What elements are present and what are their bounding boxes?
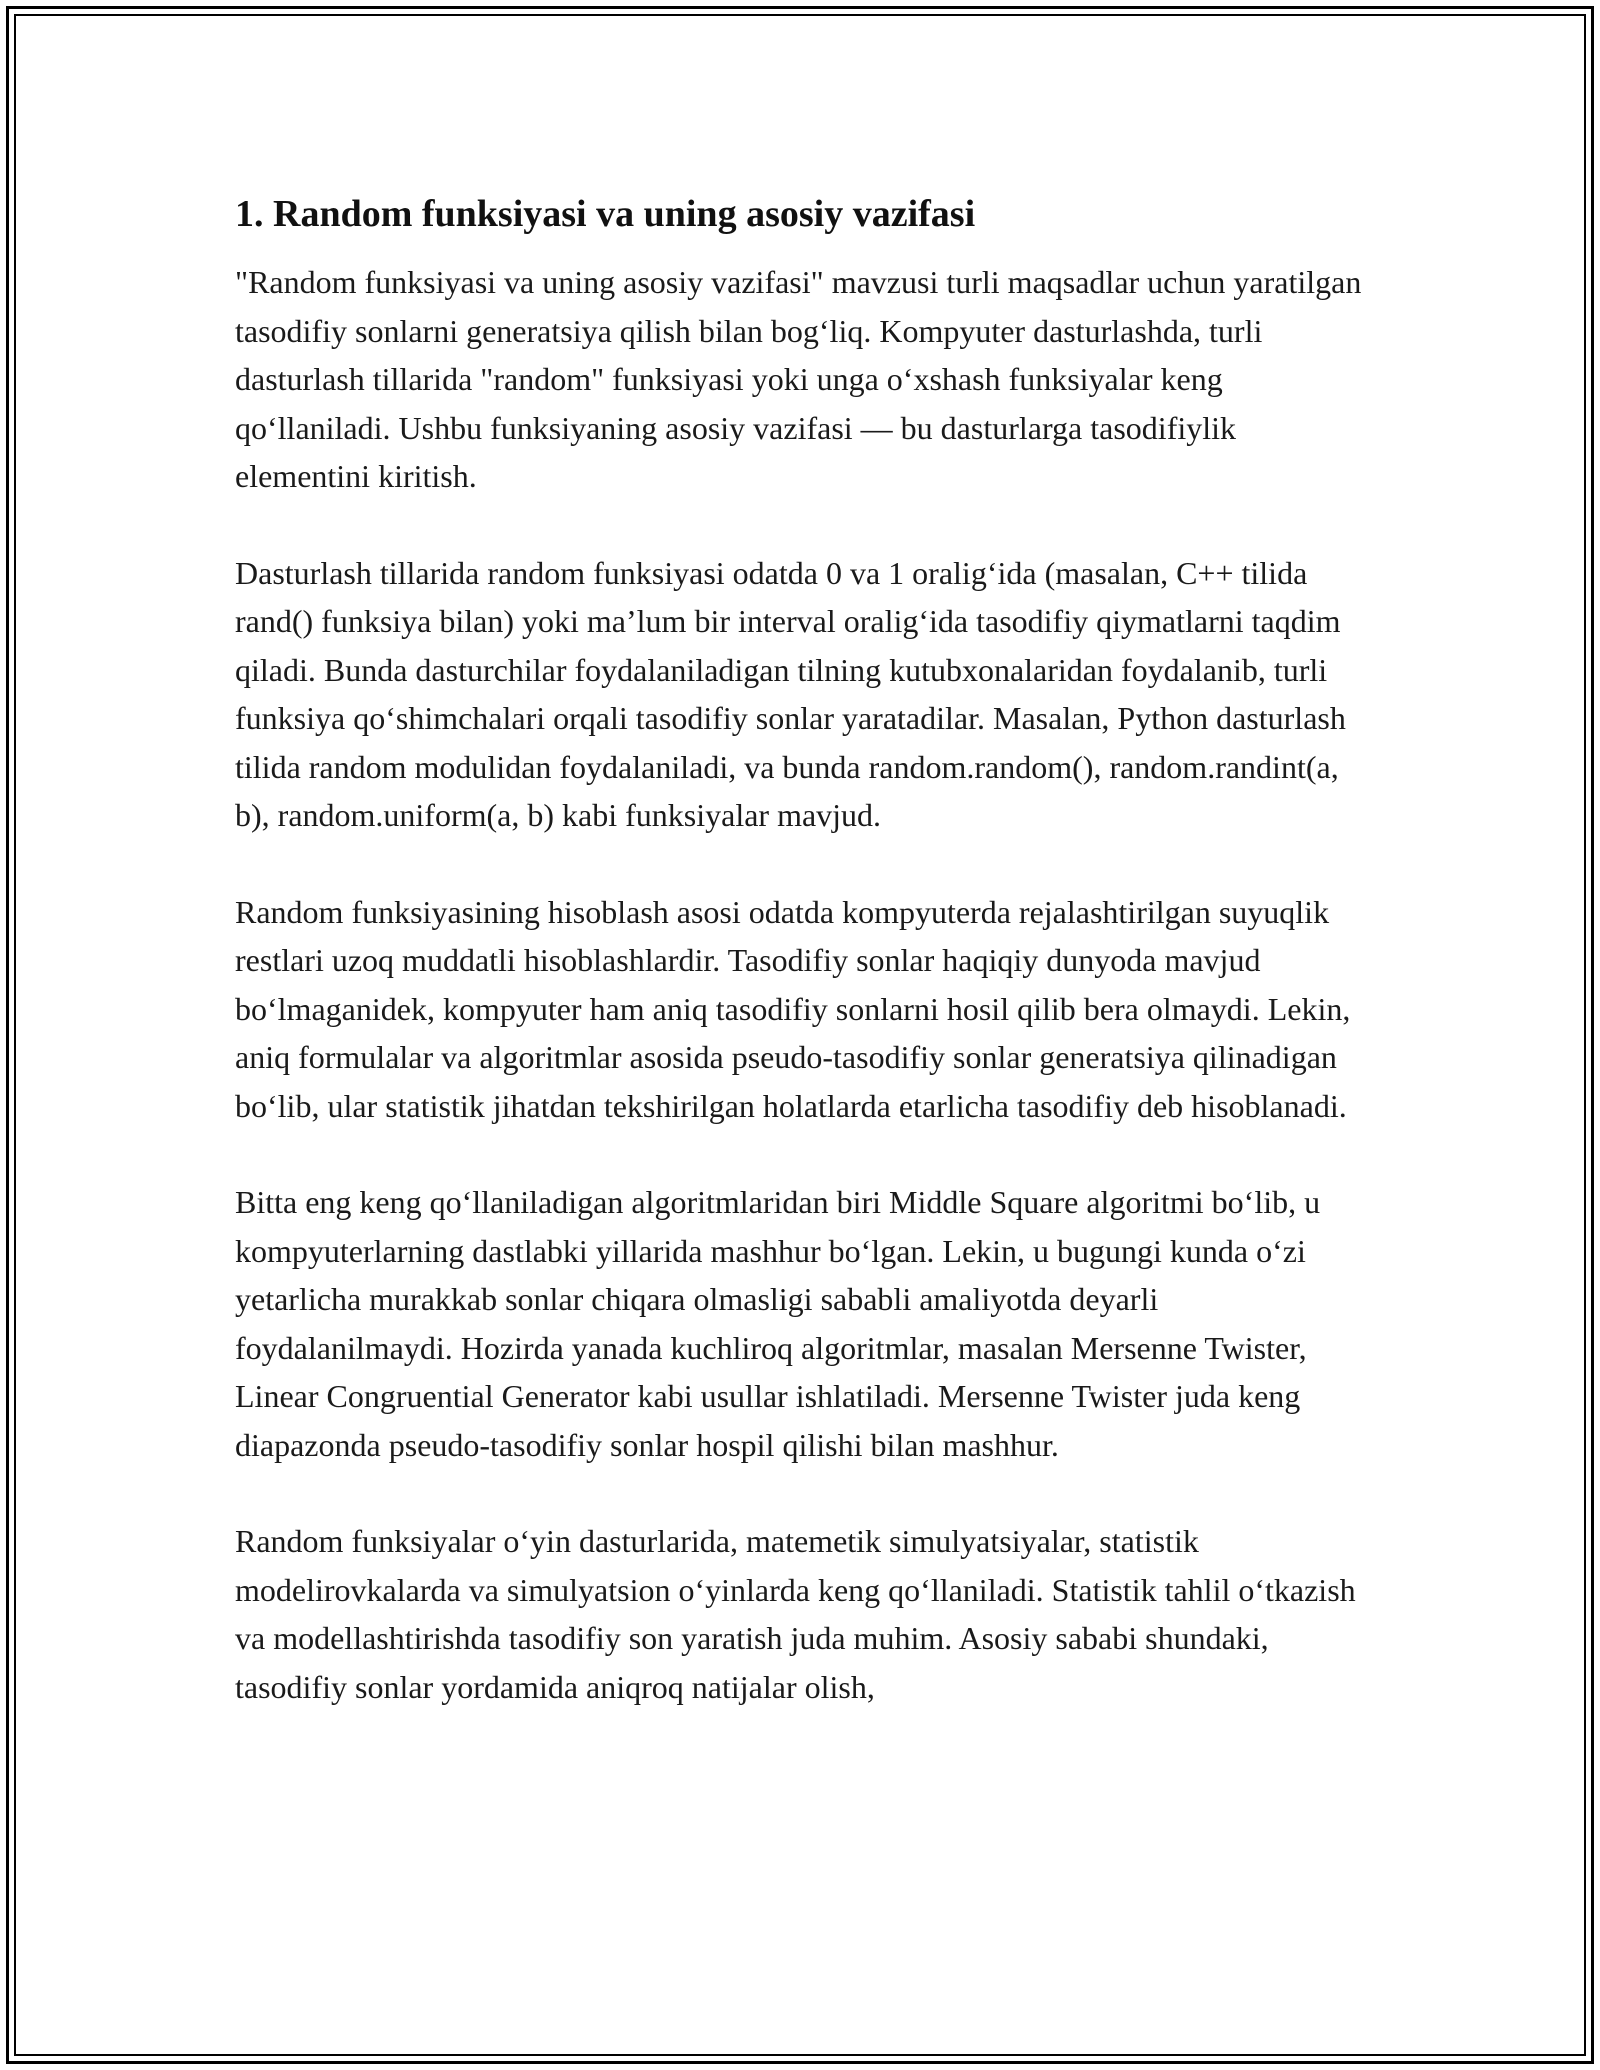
paragraph-2: Dasturlash tillarida random funksiyasi odatda 0 va 1 oralig‘ida (masalan, C++ tilida rand() funksiya bilan) yoki ma’lum bir interval oralig‘ida tasodifiy qiymatlarni taqdim qiladi. Bunda dasturchilar foydalaniladigan tilning kutubxonalaridan foydalanib, turli funksiya qo‘shimchalari orqali tasodifiy sonlar yaratadilar. Masalan, Python dasturlash tilida random modulidan foydalaniladi, va bunda random.random(), random.randint(a, b), random.uniform(a, b) kabi funksiyalar mavjud. <box>235 554 1346 833</box>
paragraph-4: Bitta eng keng qo‘llaniladigan algoritmlaridan biri Middle Square algoritmi bo‘lib, u kompyuterlarning dastlabki yillarida mashhur bo‘lgan. Lekin, u bugungi kunda o‘zi yetarlicha murakkab sonlar chiqara olmasligi sababli amaliyotda deyarli foydalanilmaydi. Hozirda yanada kuchliroq algoritmlar, masalan Mersenne Twister, Linear Congruential Generator kabi usullar ishlatiladi. Mersenne Twister juda keng diapazonda pseudo-tasodifiy sonlar hospil qilishi bilan mashhur. <box>235 1184 1321 1463</box>
document-body <box>235 190 1365 1759</box>
paragraph-3: Random funksiyasining hisoblash asosi odatda kompyuterda rejalashtirilgan suyuqlik restlari uzoq muddatli hisoblashlardir. Tasodifiy sonlar haqiqiy dunyoda mavjud bo‘lmaganidek, kompyuter ham aniq tasodifiy sonlarni hosil qilib bera olmaydi. Lekin, aniq formulalar va algoritmlar asosida pseudo-tasodifiy sonlar generatsiya qilinadigan bo‘lib, ular statistik jihatdan tekshirilgan holatlarda etarlicha tasodifiy deb hisoblanadi. <box>235 893 1351 1124</box>
paragraph-1: "Random funksiyasi va uning asosiy vazifasi" mavzusi turli maqsadlar uchun yaratilgan tasodifiy sonlarni generatsiya qilish bilan bog‘liq. Kompyuter dasturlashda, turli dasturlash tillarida "random" funksiyasi yoki unga o‘xshash funksiyalar keng qo‘llaniladi. Ushbu funksiyaning asosiy vazifasi — bu dasturlarga tasodifiylik elementini kiritish. <box>235 264 1362 494</box>
section-heading: 1. Random funksiyasi va uning asosiy vazifasi <box>235 193 976 235</box>
paragraph-5: Random funksiyalar o‘yin dasturlarida, matemetik simulyatsiyalar, statistik modelirovkalarda va simulyatsion o‘yinlarda keng qo‘llaniladi. Statistik tahlil o‘tkazish va modellashtirishda tasodifiy son yaratish juda muhim. Asosiy sababi shundaki, tasodifiy sonlar yordamida aniqroq natijalar olish, <box>235 1523 1356 1705</box>
